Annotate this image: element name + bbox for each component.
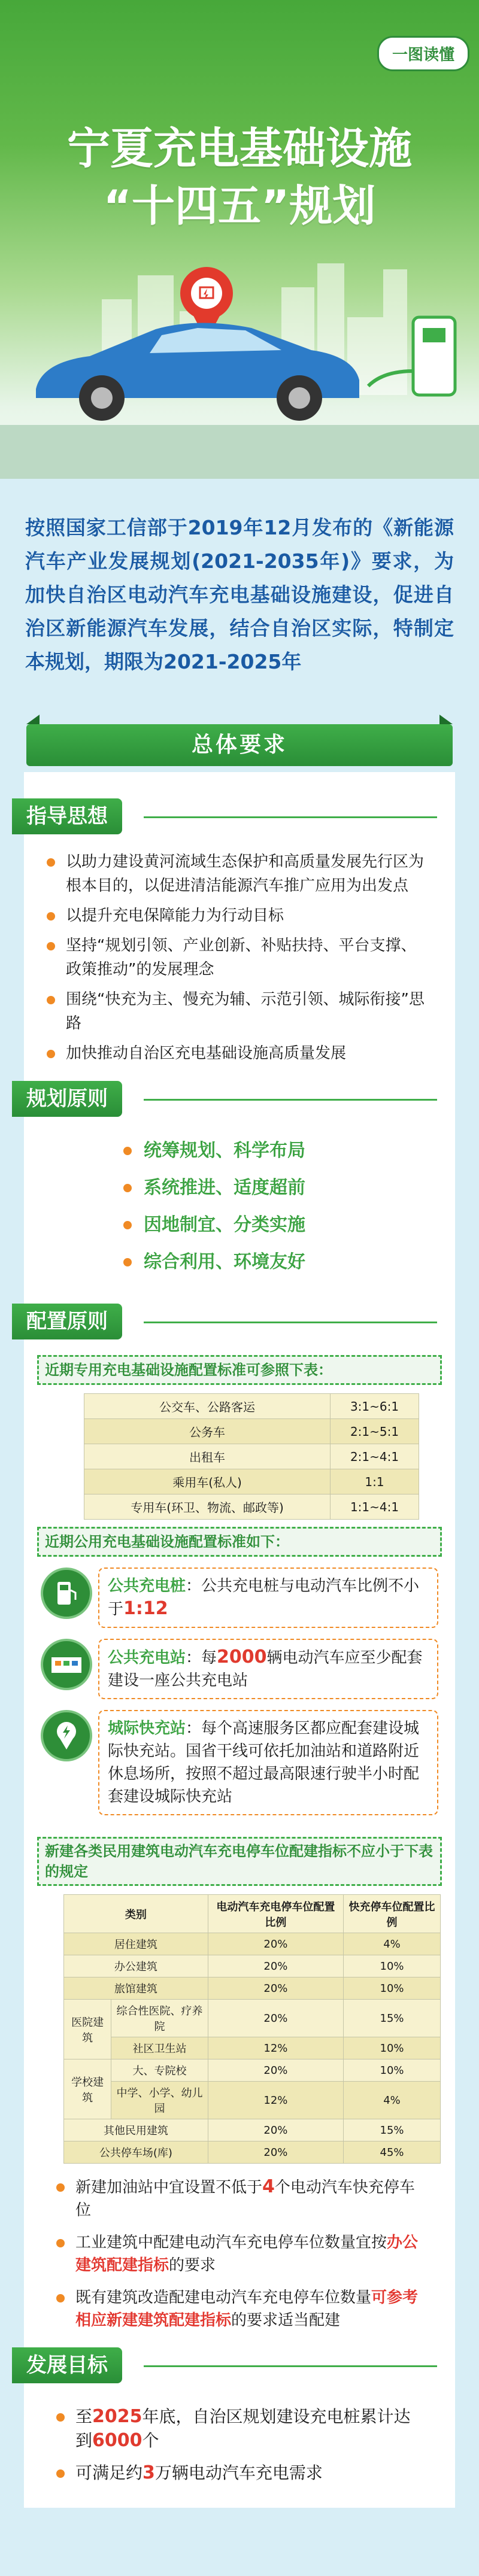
table-row: 公务车 2:1~5:1 — [84, 1419, 419, 1444]
overall-title: 总体要求 — [191, 733, 287, 757]
table-row: 办公建筑 20% 10% — [64, 1955, 441, 1977]
public-pile-text: 公共充电桩：公共充电桩与电动汽车比例不小于1:12 — [98, 1568, 438, 1628]
section-header-principles — [24, 1076, 455, 1122]
config-bullets — [24, 2164, 455, 2332]
building-ratio-table — [63, 1894, 441, 2164]
list-item: 加快推动自治区充电基础设施高质量发展 — [66, 1041, 425, 1065]
intro-paragraph: 按照国家工信部于2019年12月发布的《新能源汽车产业发展规划(2021-2035年)》要求，为加快自治区电动汽车充电基础设施建设，促进自治区新能源汽车发展，结合自治区实际，特制定本规划，期限为2021-2025年 — [25, 516, 454, 673]
table-row: 医院建筑 综合性医院、疗养院 20% 15% — [64, 2000, 441, 2037]
list-item: 新建加油站中宜设置不低于4个电动汽车快充停车位 — [75, 2176, 425, 2222]
table-row: 旅馆建筑 20% 10% — [64, 1977, 441, 2000]
charging-pile-icon — [41, 1568, 92, 1619]
hero-header — [0, 0, 479, 479]
location-pin-icon — [41, 1710, 92, 1761]
list-item: 可满足约3万辆电动汽车充电需求 — [75, 2461, 425, 2485]
page-title — [0, 120, 479, 235]
table-row: 乘用车(私人) 1:1 — [84, 1469, 419, 1494]
title-line-1: 宁夏充电基础设施 — [66, 123, 412, 174]
table-row: 其他民用建筑 20% 15% — [64, 2119, 441, 2141]
list-item: 因地制宜、分类实施 — [144, 1210, 425, 1240]
section-header-goals — [24, 2343, 455, 2388]
goals-title: 发展目标 — [12, 2347, 122, 2383]
config-title: 配置原则 — [12, 1304, 122, 1339]
dedicated-ratio-table — [84, 1393, 419, 1520]
parking-lot-icon — [41, 1639, 92, 1690]
table-row: 社区卫生站 12% 10% — [64, 2037, 441, 2059]
note-public-standard: 近期公用充电基础设施配置标准如下： — [37, 1527, 442, 1557]
list-item: 以助力建设黄河流域生态保护和高质量发展先行区为根本目的，以促进清洁能源汽车推广应用为出发点 — [66, 850, 425, 898]
guiding-list — [24, 850, 455, 1065]
section-header-guiding — [24, 794, 455, 839]
list-item: 综合利用、环境友好 — [144, 1247, 425, 1277]
infographic-tag: 一图读懂 — [377, 36, 469, 71]
list-item: 既有建筑改造配建电动汽车充电停车位数量可参考相应新建建筑配建指标的要求适当配建 — [75, 2286, 425, 2332]
public-station-row — [41, 1639, 438, 1699]
city-car-illustration — [0, 227, 479, 431]
intercity-fast-row — [41, 1710, 438, 1815]
table-row: 学校建筑 大、专院校 20% 10% — [64, 2059, 441, 2082]
guiding-title: 指导思想 — [12, 798, 122, 834]
goals-list — [24, 2399, 455, 2485]
list-item: 至2025年底，自治区规划建设充电桩累计达到6000个 — [75, 2405, 425, 2453]
principles-title: 规划原则 — [12, 1081, 122, 1117]
public-station-text: 公共充电站：每2000辆电动汽车应至少配套建设一座公共充电站 — [98, 1639, 438, 1699]
intercity-fast-text: 城际快充站：每个高速服务区都应配套建设城际快充站。国省干线可依托加油站和道路附近休息场所，按照不超过最高限速行驶半小时配套建设城际快充站 — [98, 1710, 438, 1815]
table-header-row: 类别 电动汽车充电停车位配置比例 快充停车位配置比例 — [64, 1895, 441, 1933]
table-row: 公交车、公路客运 3:1~6:1 — [84, 1394, 419, 1419]
list-item: 围绕“快充为主、慢充为辅、示范引领、城际衔接”思路 — [66, 988, 425, 1035]
list-item: 系统推进、适度超前 — [144, 1173, 425, 1203]
title-line-2: “十四五”规划 — [103, 181, 376, 231]
table-row: 公共停车场(库) 20% 45% — [64, 2141, 441, 2164]
road — [0, 425, 479, 479]
table-row: 居住建筑 20% 4% — [64, 1933, 441, 1955]
overall-banner — [0, 715, 479, 772]
table-row: 专用车(环卫、物流、邮政等) 1:1~4:1 — [84, 1494, 419, 1520]
principles-list — [24, 1132, 455, 1288]
table-row: 出租车 2:1~4:1 — [84, 1444, 419, 1469]
content-card — [24, 772, 455, 2508]
list-item: 坚持“规划引领、产业创新、补贴扶持、平台支撑、政策推动”的发展理念 — [66, 934, 425, 982]
note-dedicated-standard: 近期专用充电基础设施配置标准可参照下表： — [37, 1355, 442, 1385]
list-item: 以提升充电保障能力为行动目标 — [66, 904, 425, 928]
section-header-config — [24, 1299, 455, 1344]
table-row: 中学、小学、幼儿园 12% 4% — [64, 2082, 441, 2119]
public-pile-row — [41, 1568, 438, 1628]
list-item: 统筹规划、科学布局 — [144, 1136, 425, 1166]
note-new-buildings: 新建各类民用建筑电动汽车充电停车位配建指标不应小于下表的规定 — [37, 1837, 442, 1886]
list-item: 工业建筑中配建电动汽车充电停车位数量宜按办公建筑配建指标的要求 — [75, 2231, 425, 2277]
